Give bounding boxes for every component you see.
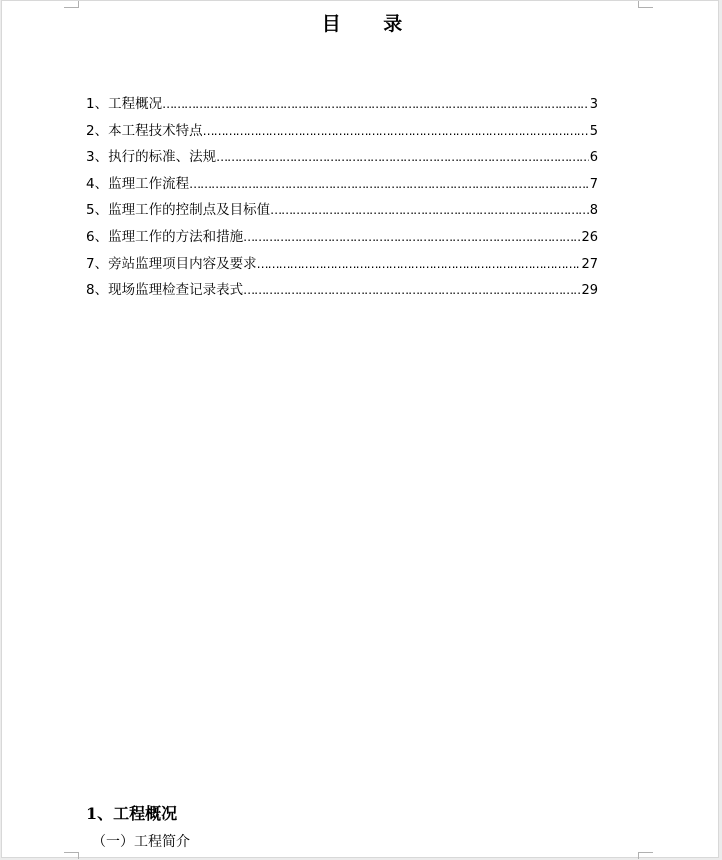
toc-dot-leader bbox=[270, 197, 589, 224]
toc-dot-leader bbox=[189, 171, 589, 198]
toc-entry-page: 7 bbox=[589, 176, 598, 192]
toc-dot-leader bbox=[243, 224, 580, 251]
toc-entry-page: 5 bbox=[589, 123, 598, 139]
toc-dot-leader bbox=[203, 118, 589, 145]
toc-entry-page: 27 bbox=[581, 256, 598, 272]
toc-entry-label: 5、监理工作的控制点及目标值 bbox=[86, 202, 271, 219]
toc-entry-label: 6、监理工作的方法和措施 bbox=[86, 228, 244, 245]
toc-entry-page: 29 bbox=[581, 283, 598, 299]
crop-mark-bottom-left bbox=[64, 852, 79, 859]
toc-dot-leader bbox=[243, 277, 580, 304]
crop-mark-top-right bbox=[638, 1, 653, 8]
crop-mark-top-left bbox=[64, 1, 79, 8]
toc-entry[interactable] bbox=[86, 277, 598, 304]
toc-entry[interactable] bbox=[86, 251, 598, 278]
toc-entry-label: 1、工程概况 bbox=[86, 96, 163, 112]
toc-entry-label: 4、监理工作流程 bbox=[86, 175, 190, 192]
toc-entry-page: 26 bbox=[581, 229, 598, 245]
toc-entry-label: 2、本工程技术特点 bbox=[86, 122, 203, 139]
crop-mark-bottom-right bbox=[638, 852, 653, 859]
subsection-heading: （一）工程简介 bbox=[92, 834, 190, 850]
toc-entry[interactable] bbox=[86, 197, 598, 224]
toc-entry[interactable] bbox=[86, 224, 598, 251]
toc-dot-leader bbox=[257, 251, 581, 278]
toc-dot-leader bbox=[162, 91, 589, 118]
section-heading: 1、工程概况 bbox=[86, 804, 178, 823]
toc-entry-page: 8 bbox=[589, 203, 598, 219]
toc-entry-label: 7、旁站监理项目内容及要求 bbox=[86, 255, 257, 272]
toc-entry[interactable] bbox=[86, 171, 598, 198]
document-page bbox=[1, 0, 719, 858]
toc-entry[interactable] bbox=[86, 91, 598, 118]
toc-entry-page: 6 bbox=[589, 150, 598, 166]
table-of-contents bbox=[86, 91, 598, 304]
toc-entry[interactable] bbox=[86, 118, 598, 145]
toc-title: 目 录 bbox=[321, 13, 421, 35]
toc-entry-label: 3、执行的标准、法规 bbox=[86, 149, 217, 166]
toc-dot-leader bbox=[216, 144, 589, 171]
toc-entry-page: 3 bbox=[589, 97, 598, 112]
toc-entry[interactable] bbox=[86, 144, 598, 171]
toc-entry-label: 8、现场监理检查记录表式 bbox=[86, 282, 244, 299]
